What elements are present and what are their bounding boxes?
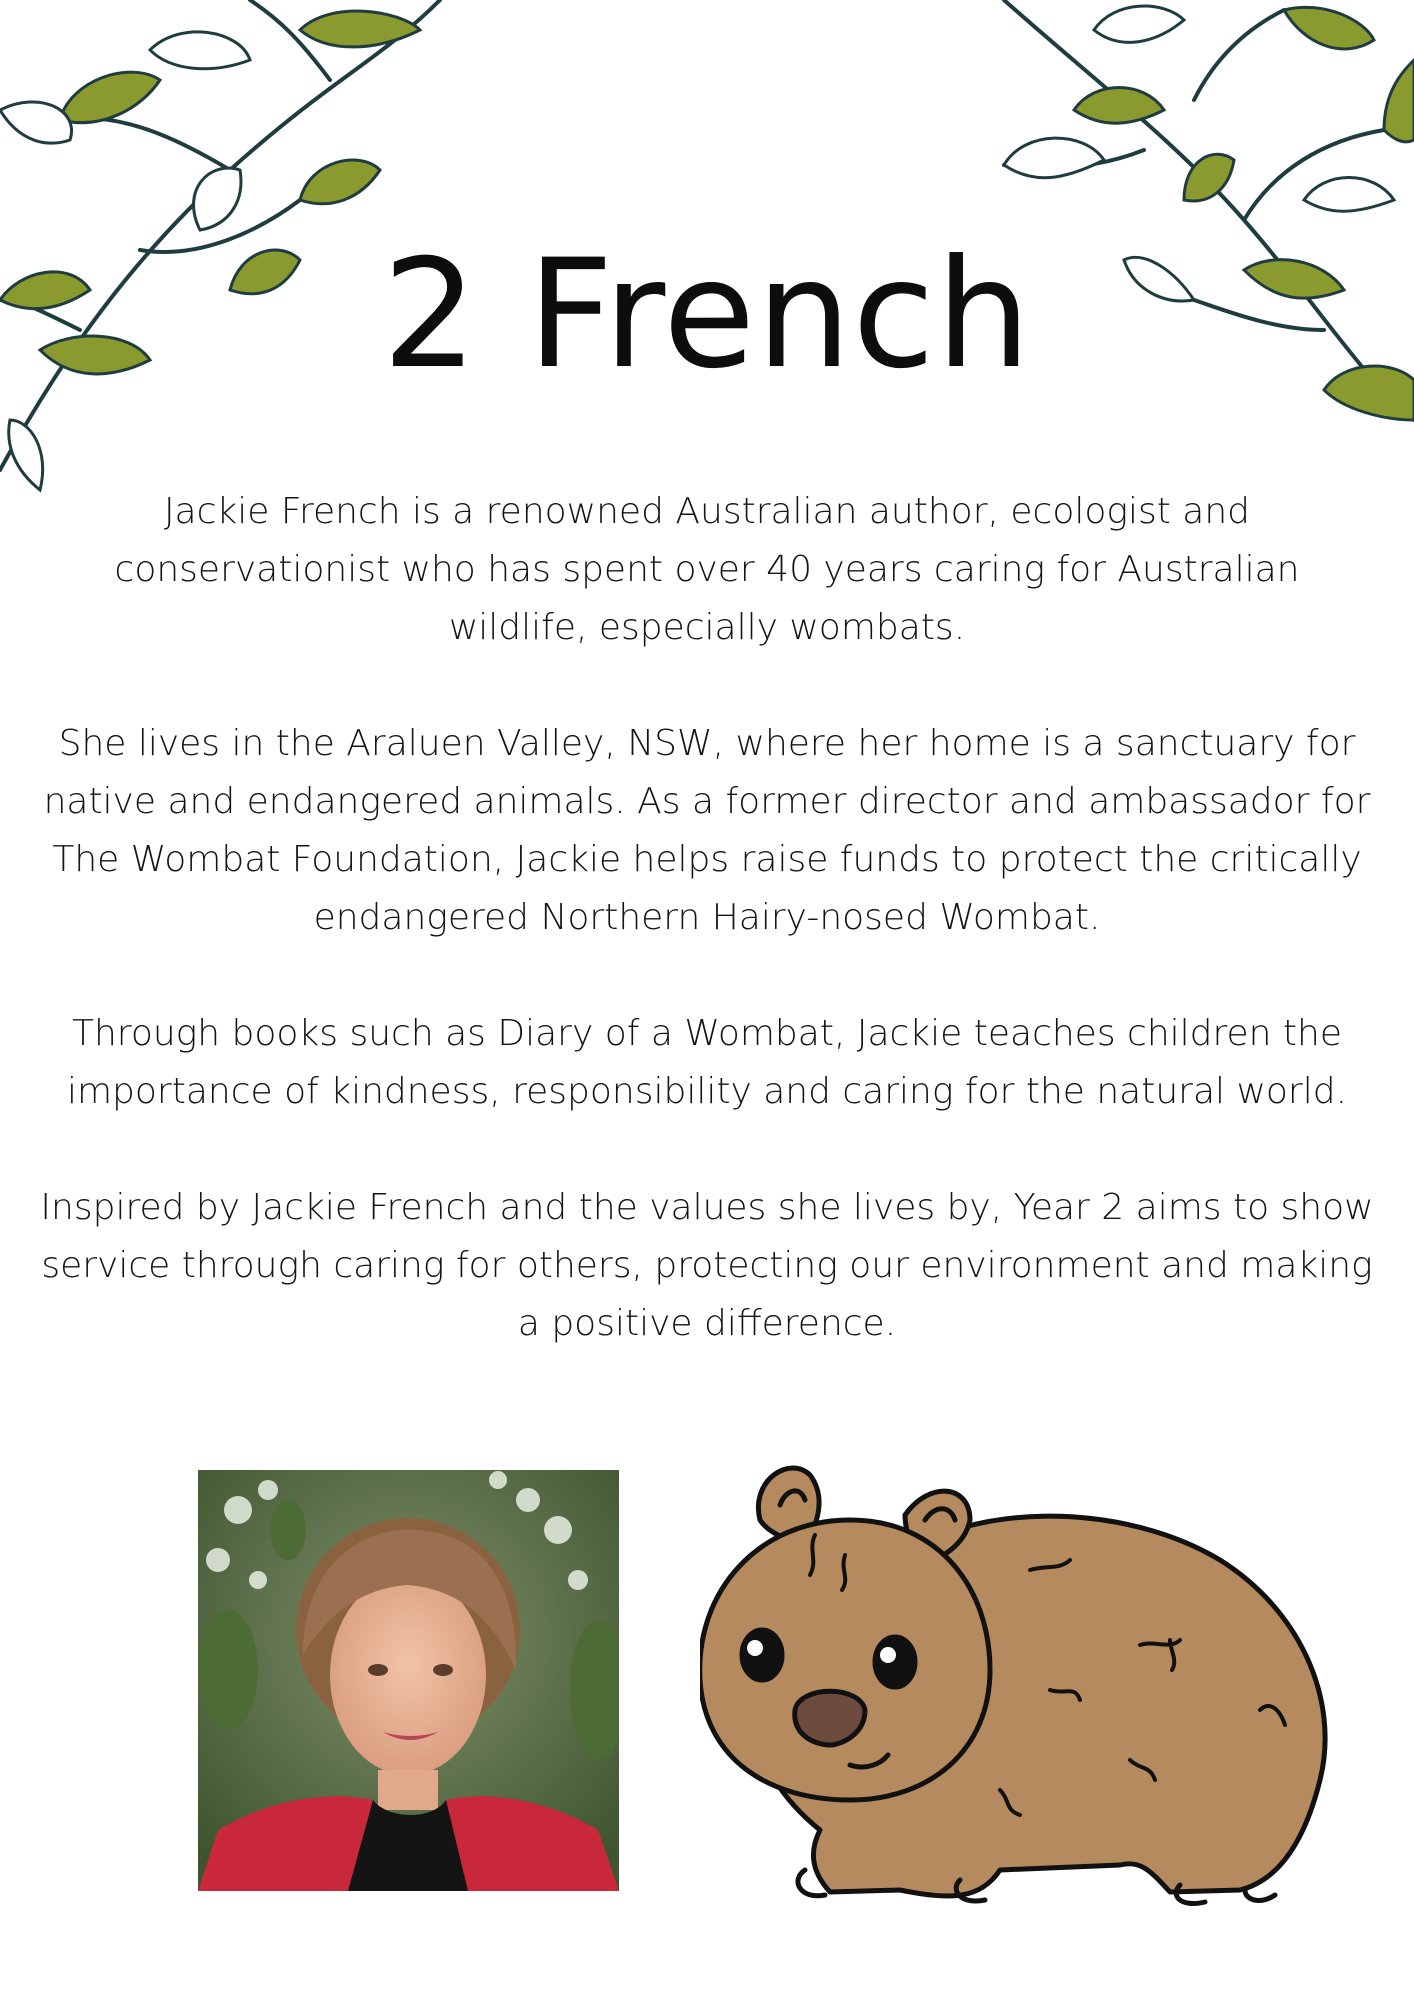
author-photo — [198, 1470, 619, 1891]
body-text — [40, 483, 1374, 1411]
wombat-illustration-icon — [700, 1460, 1340, 1930]
paragraph-intro: Jackie French is a renowned Australian author, ecologist and conservationist who has spent over 40 years caring for Australian wildlife, especially wombats. — [114, 491, 1300, 648]
paragraph-year2: Inspired by Jackie French and the values she lives by, Year 2 aims to show service through caring for others, protecting our environment and making a positive difference. — [40, 1187, 1374, 1344]
paragraph-books: Through books such as Diary of a Wombat, Jackie teaches children the importance of kindness, responsibility and caring for the natural world. — [66, 1013, 1348, 1112]
page-title: 2 French — [382, 228, 1032, 402]
paragraph-sanctuary: She lives in the Araluen Valley, NSW, where her home is a sanctuary for native and endangered animals. As a former director and ambassador for The Wombat Foundation, Jackie helps raise funds to protect the critically endangered Northern Hairy-nosed Wombat. — [43, 723, 1371, 938]
